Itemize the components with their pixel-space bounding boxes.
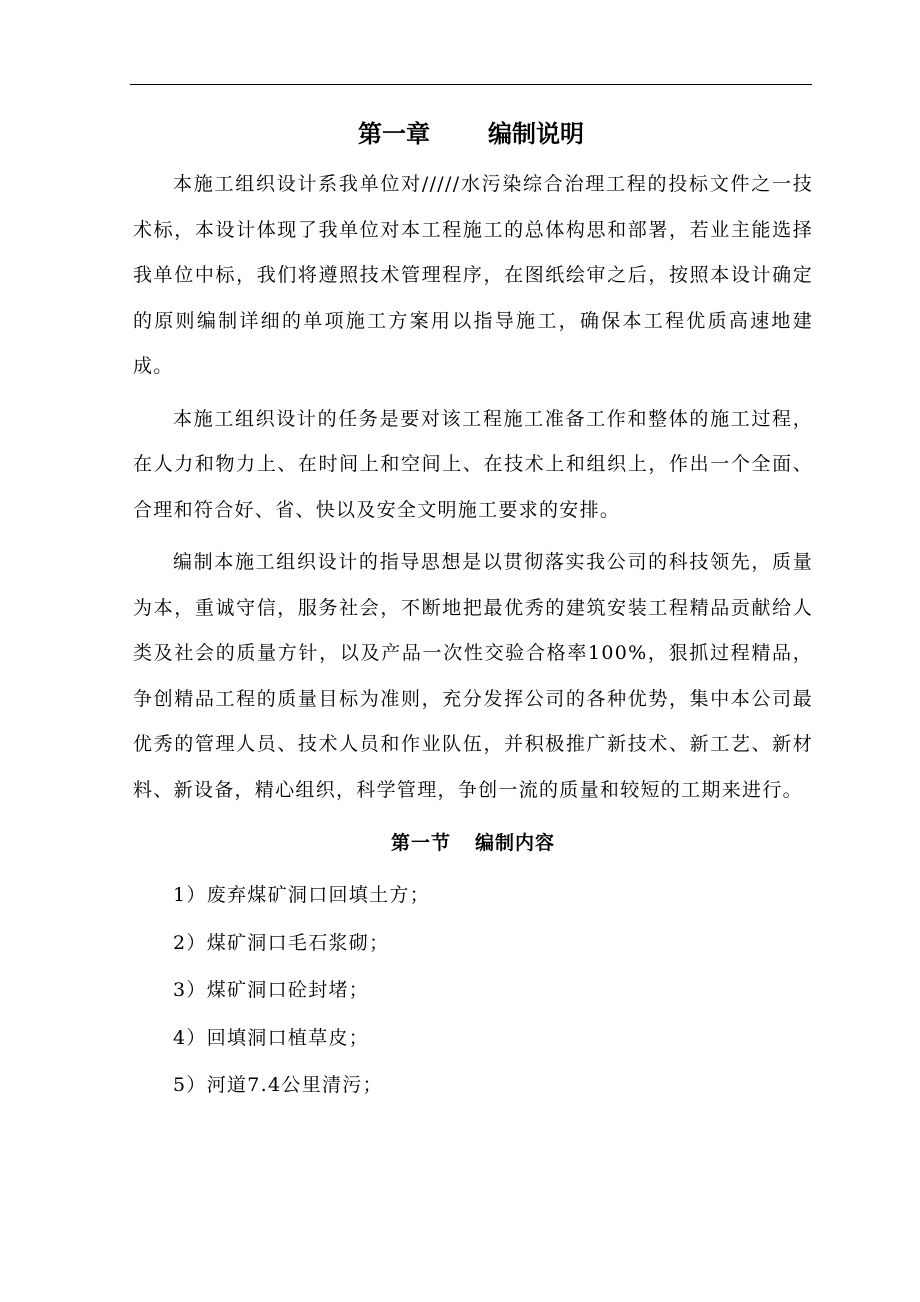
paragraph-guiding-principle: 编制本施工组织设计的指导思想是以贯彻落实我公司的科技领先，质量为本，重诚守信，服务社会，不断地把最优秀的建筑安装工程精品贡献给人类及社会的质量方针，以及产品一次性交验合格率100%，狠抓过程精品，争创精品工程的质量目标为准则，充分发挥公司的各种优势，集中本公司最优秀的管理人员、技术人员和作业队伍，并积极推广新技术、新工艺、新材料、新设备，精心组织，科学管理，争创一流的质量和较短的工期来进行。 xyxy=(133,551,813,801)
list-item: 5）河道7.4公里清污； xyxy=(173,1074,383,1096)
list-item: 1）废弃煤矿洞口回填土方； xyxy=(173,884,430,906)
chapter-number: 第一章 xyxy=(358,120,430,148)
chapter-title xyxy=(130,114,812,154)
chapter-heading: 编制说明 xyxy=(488,120,584,148)
header-rule xyxy=(130,84,812,85)
list-item: 4）回填洞口植草皮； xyxy=(173,1026,370,1049)
section-number: 第一节 xyxy=(390,832,451,854)
section-title xyxy=(133,820,813,866)
paragraph-intro: 本施工组织设计系我单位对/////水污染综合治理工程的投标文件之一技术标，本设计体现了我单位对本工程施工的总体构思和部署，若业主能选择我单位中标，我们将遵照技术管理程序，在图纸绘审之后，按照本设计确定的原则编制详细的单项施工方案用以指导施工，确保本工程优质高速地建成。 xyxy=(133,173,813,377)
section-heading: 编制内容 xyxy=(475,832,556,854)
paragraph-task: 本施工组织设计的任务是要对该工程施工准备工作和整体的施工过程，在人力和物力上、在时间上和空间上、在技术上和组织上，作出一个全面、合理和符合好、省、快以及安全文明施工要求的安排。 xyxy=(133,407,813,521)
content-list xyxy=(133,872,813,1110)
document-body xyxy=(133,162,813,1110)
list-item: 2）煤矿洞口毛石浆砌； xyxy=(173,931,390,954)
list-item: 3）煤矿洞口砼封堵； xyxy=(173,979,370,1001)
